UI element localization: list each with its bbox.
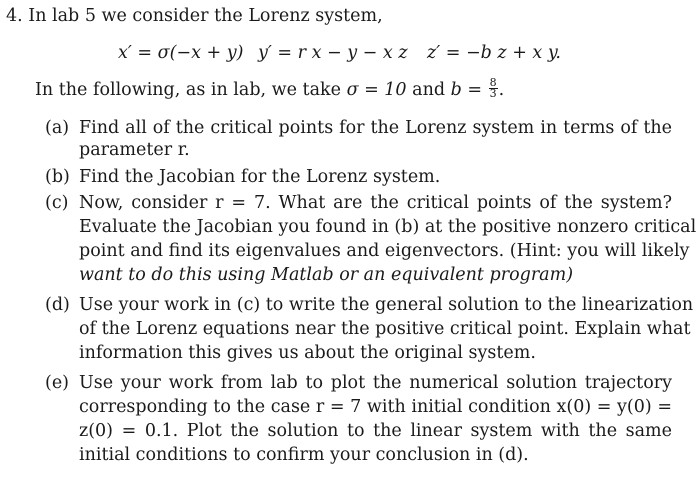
part-a-line-1: Find all of the critical points for the Lorenz system in terms of the [79,118,672,138]
b-numerator: 8 [489,76,497,89]
part-b-line-1: Find the Jacobian for the Lorenz system. [79,167,441,187]
parameters-line [35,76,505,101]
part-e-label: (e) [45,373,70,393]
sigma-value: σ = 10 [346,80,407,100]
part-d-line-2: of the Lorenz equations near the positive critical point. Explain what [79,319,691,339]
part-d-label: (d) [45,295,70,315]
part-c-line-2: Evaluate the Jacobian you found in (b) at the positive nonzero critical [79,217,697,237]
part-a-line-2: parameter r. [79,140,190,160]
b-fraction [489,78,498,99]
period: . [498,80,505,100]
part-b-label: (b) [45,167,70,187]
part-c-label: (c) [45,193,69,213]
part-e-line-4: initial conditions to confirm your conclusion in (d). [79,445,529,465]
part-c-line-4: want to do this using Matlab or an equivalent program) [79,265,574,285]
part-a-label: (a) [45,118,70,138]
part-d-line-1: Use your work in (c) to write the general solution to the linearization [79,295,694,315]
b-label: b = [450,80,483,100]
b-denominator: 3 [489,87,497,100]
part-e-line-3: z(0) = 0.1. Plot the solution to the linear system with the same [79,421,672,441]
problem-header [6,5,686,27]
problem-number: 4. [6,6,23,26]
part-c-line-1: Now, consider r = 7. What are the critical points of the system? [79,193,672,213]
part-c-line-3: point and find its eigenvalues and eigenvectors. (Hint: you will likely [79,241,690,261]
part-e-line-2: corresponding to the case r = 7 with initial condition x(0) = y(0) = [79,397,672,417]
part-e-line-1: Use your work from lab to plot the numerical solution trajectory [79,373,672,393]
equation-z: z′ = −b z + x y. [427,43,561,63]
equation-x: x′ = σ(−x + y) [118,43,244,63]
equation-y: y′ = r x − y − x z [258,43,408,63]
parameters-text: In the following, as in lab, we take [35,80,341,100]
and-word: and [412,80,446,100]
part-d-line-3: information this gives us about the original system. [79,343,536,363]
problem-intro: In lab 5 we consider the Lorenz system, [28,6,383,26]
